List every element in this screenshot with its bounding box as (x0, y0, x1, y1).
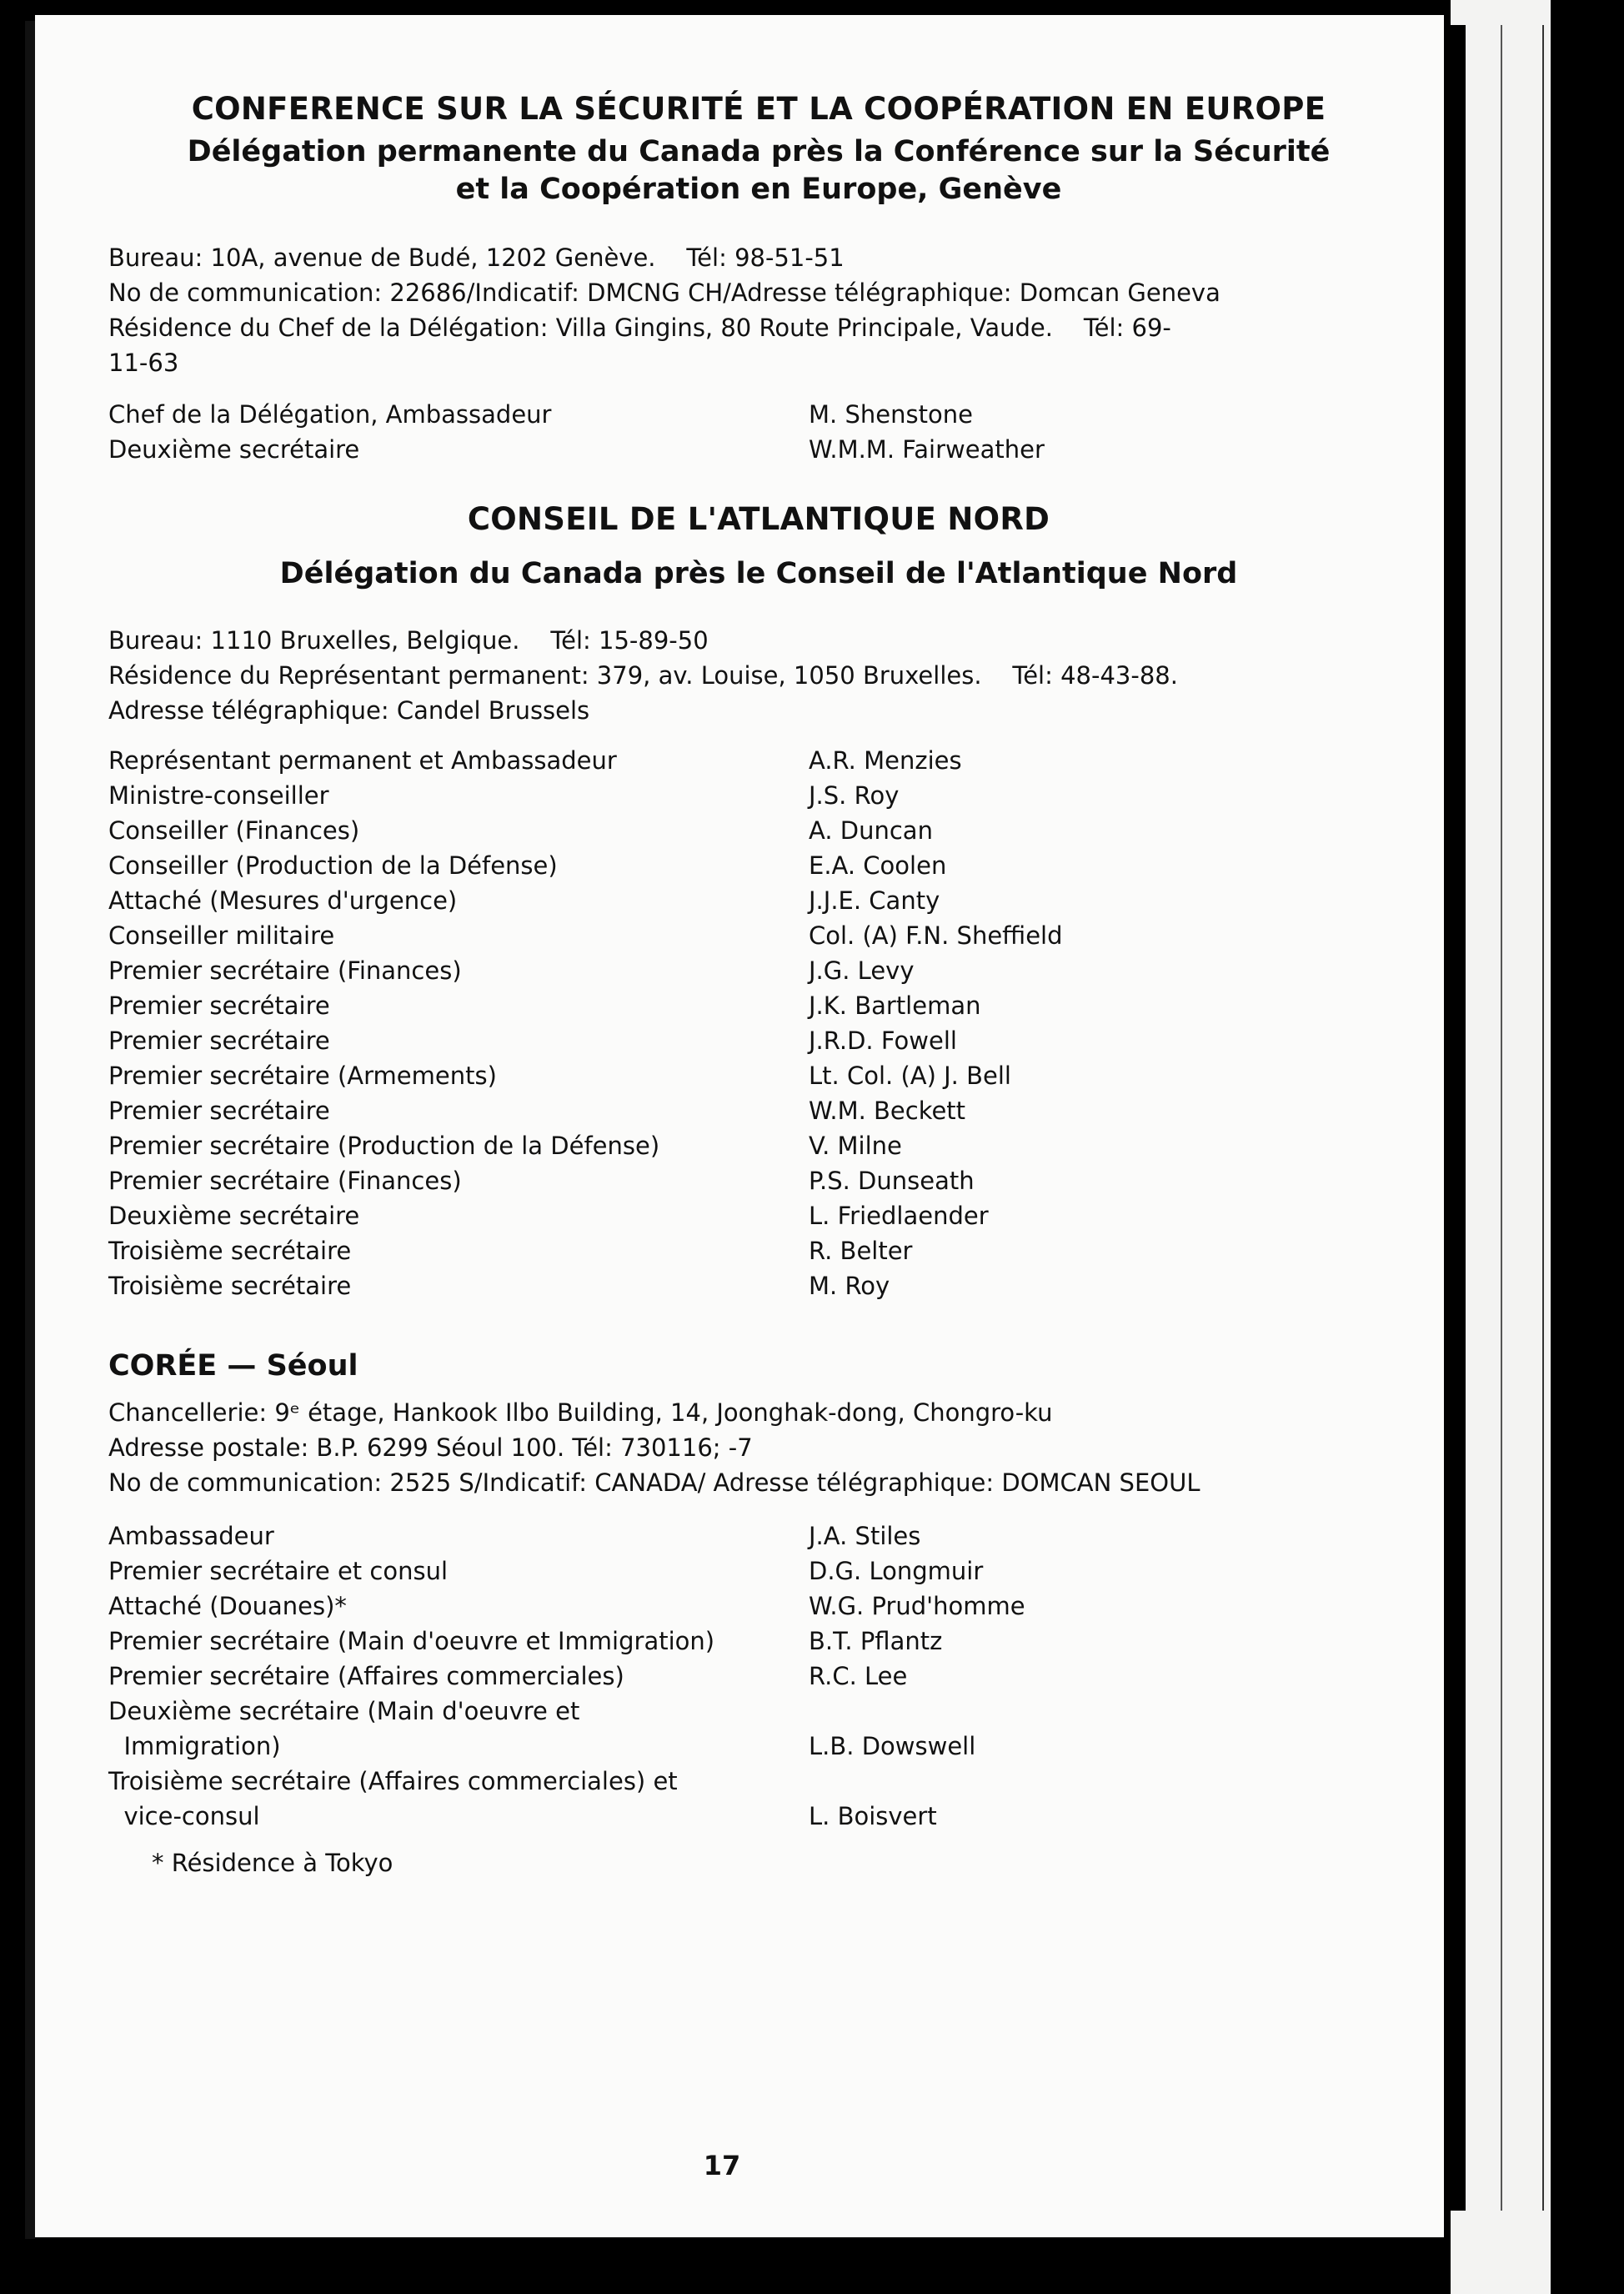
staff-name: L.B. Dowswell (809, 1732, 976, 1760)
staff-list (108, 1518, 1409, 1834)
staff-name: J.A. Stiles (809, 1522, 921, 1550)
staff-name: J.K. Bartleman (809, 991, 981, 1020)
section-otan (108, 500, 1409, 1303)
address-line: Bureau: 10A, avenue de Budé, 1202 Genève. Tél: 98-51-51 (108, 243, 845, 272)
address-line: Adresse télégraphique: Candel Brussels (108, 696, 590, 725)
staff-name: A.R. Menzies (809, 746, 962, 775)
section-coree (108, 1347, 1409, 1880)
staff-name: Col. (A) F.N. Sheffield (809, 921, 1063, 950)
staff-name: V. Milne (809, 1132, 902, 1160)
staff-role: Premier secrétaire (108, 1097, 330, 1125)
staff-role: Premier secrétaire (Main d'oeuvre et Immigration) (108, 1627, 715, 1655)
staff-name: M. Shenstone (809, 400, 973, 429)
address-line: Résidence du Représentant permanent: 379, av. Louise, 1050 Bruxelles. Tél: 48-43-88. (108, 661, 1178, 690)
section-title: CORÉE — Séoul (108, 1349, 358, 1383)
address-line: Chancellerie: 9ᵉ étage, Hankook Ilbo Building, 14, Joonghak-dong, Chongro-ku (108, 1398, 1053, 1427)
section-csce (108, 90, 1409, 467)
staff-name: Lt. Col. (A) J. Bell (809, 1062, 1011, 1090)
staff-name: R.C. Lee (809, 1662, 908, 1690)
staff-role: Premier secrétaire (Production de la Défense) (108, 1132, 660, 1160)
staff-name: J.J.E. Canty (809, 886, 940, 915)
staff-name: W.G. Prud'homme (809, 1592, 1025, 1620)
section-subtitle: Délégation permanente du Canada près la Conférence sur la Sécurité (187, 135, 1331, 168)
staff-role: Chef de la Délégation, Ambassadeur (108, 400, 552, 429)
address-line: No de communication: 2525 S/Indicatif: CANADA/ Adresse télégraphique: DOMCAN SEOUL (108, 1468, 1200, 1497)
staff-role: Conseiller militaire (108, 921, 335, 950)
staff-role: Premier secrétaire (Armements) (108, 1062, 497, 1090)
staff-list (108, 743, 1409, 1303)
address-block (108, 240, 1409, 380)
staff-role: Deuxième secrétaire (108, 1202, 360, 1230)
address-line: Bureau: 1110 Bruxelles, Belgique. Tél: 15-89-50 (108, 626, 709, 655)
staff-role: Deuxième secrétaire (Main d'oeuvre et Immigration) (108, 1697, 580, 1760)
page-content (108, 90, 1409, 1880)
staff-name: A. Duncan (809, 816, 933, 845)
address-block (108, 623, 1409, 728)
staff-role: Attaché (Douanes)* (108, 1592, 347, 1620)
staff-role: Troisième secrétaire (Affaires commerciales) et vice-consul (108, 1767, 678, 1830)
page (35, 15, 1444, 2237)
staff-list (108, 397, 1409, 467)
staff-role: Premier secrétaire (Affaires commerciales) (108, 1662, 624, 1690)
footnote: * Résidence à Tokyo (152, 1849, 393, 1877)
staff-name: P.S. Dunseath (809, 1167, 975, 1195)
staff-role: Premier secrétaire et consul (108, 1557, 449, 1585)
staff-role: Deuxième secrétaire (108, 435, 360, 464)
staff-name: J.R.D. Fowell (809, 1027, 957, 1055)
section-subtitle: Délégation du Canada près le Conseil de l'Atlantique Nord (279, 557, 1238, 590)
staff-role: Premier secrétaire (108, 1027, 330, 1055)
staff-role: Premier secrétaire (108, 991, 330, 1020)
page-number: 17 (703, 2150, 741, 2181)
scan-right-binding (1451, 0, 1551, 2294)
section-subtitle: et la Coopération en Europe, Genève (455, 173, 1062, 206)
staff-name: R. Belter (809, 1237, 913, 1265)
staff-name: D.G. Longmuir (809, 1557, 984, 1585)
staff-role: Ministre-conseiller (108, 781, 329, 810)
staff-role: Attaché (Mesures d'urgence) (108, 886, 458, 915)
staff-role: Troisième secrétaire (108, 1237, 352, 1265)
address-line: No de communication: 22686/Indicatif: DMCNG CH/Adresse télégraphique: Domcan Geneva (108, 279, 1221, 307)
staff-name: W.M. Beckett (809, 1097, 966, 1125)
section-title: CONFERENCE SUR LA SÉCURITÉ ET LA COOPÉRATION EN EUROPE (191, 91, 1326, 127)
scan-left-edge (25, 21, 35, 2239)
staff-role: Conseiller (Production de la Défense) (108, 851, 558, 880)
staff-name: L. Boisvert (809, 1802, 937, 1830)
staff-name: M. Roy (809, 1272, 890, 1300)
staff-name: W.M.M. Fairweather (809, 435, 1045, 464)
section-title: CONSEIL DE L'ATLANTIQUE NORD (467, 501, 1050, 537)
staff-role: Premier secrétaire (Finances) (108, 1167, 462, 1195)
address-line: Adresse postale: B.P. 6299 Séoul 100. Tél: 730116; -7 (108, 1433, 753, 1462)
staff-role: Troisième secrétaire (108, 1272, 352, 1300)
staff-role: Conseiller (Finances) (108, 816, 360, 845)
address-line: Résidence du Chef de la Délégation: Villa Gingins, 80 Route Principale, Vaude. Tél: 69- (108, 314, 1171, 342)
staff-role: Premier secrétaire (Finances) (108, 956, 462, 985)
staff-name: J.G. Levy (809, 956, 915, 985)
address-line: 11-63 (108, 349, 179, 377)
staff-role: Ambassadeur (108, 1522, 274, 1550)
staff-name: B.T. Pflantz (809, 1627, 943, 1655)
staff-name: L. Friedlaender (809, 1202, 989, 1230)
address-block (108, 1395, 1409, 1500)
staff-name: J.S. Roy (809, 781, 900, 810)
staff-name: E.A. Coolen (809, 851, 947, 880)
staff-role: Représentant permanent et Ambassadeur (108, 746, 617, 775)
